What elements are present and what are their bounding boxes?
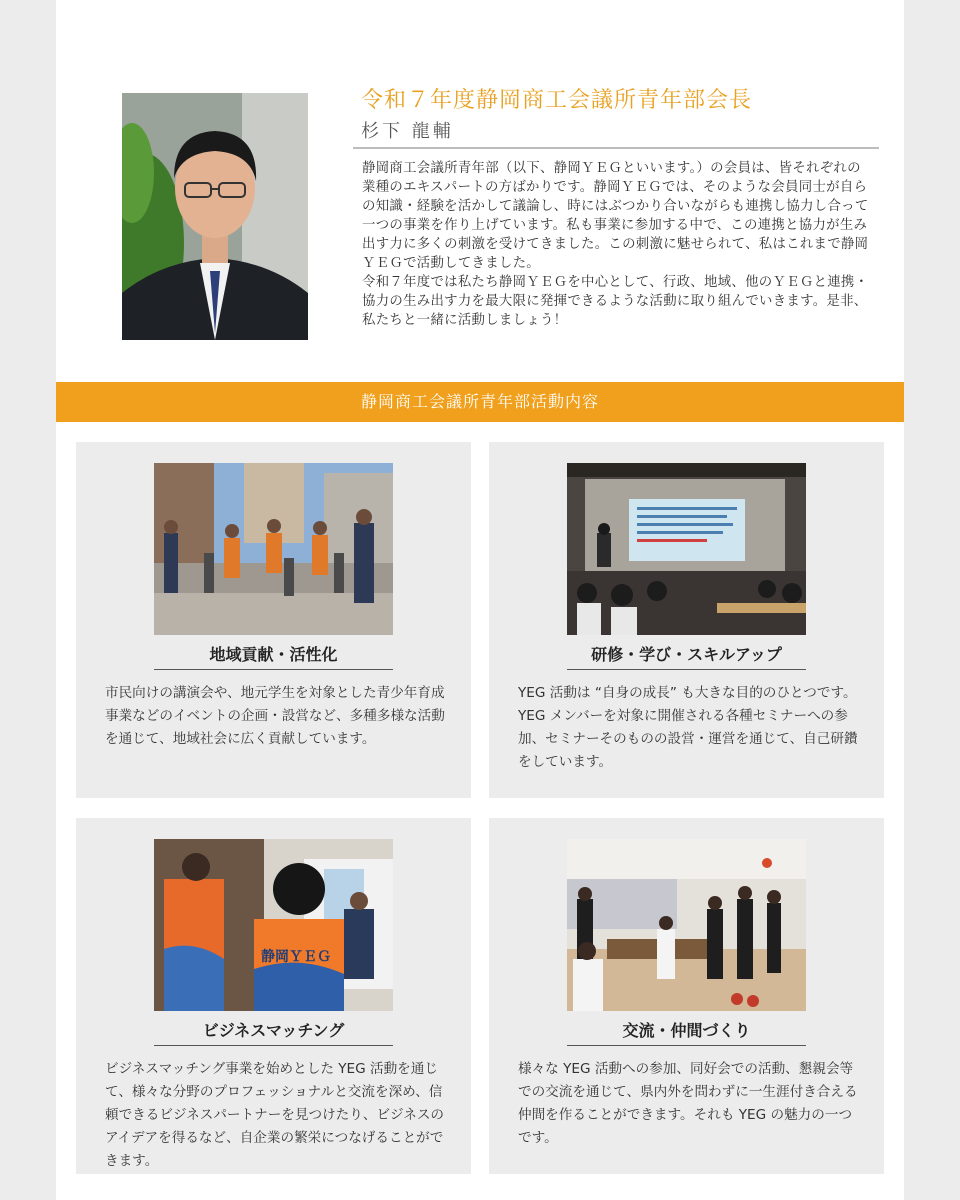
- activity-card-community: [76, 442, 471, 798]
- card-title: 研修・学び・スキルアップ: [591, 645, 782, 664]
- divider: [353, 147, 879, 149]
- seminar-photo: [567, 463, 806, 635]
- card-title: 交流・仲間づくり: [622, 1021, 751, 1040]
- activity-card-networking: [489, 818, 884, 1174]
- community-photo: [154, 463, 393, 635]
- chairman-message: [362, 159, 870, 330]
- chairman-name: 杉下 龍輔: [361, 121, 454, 142]
- business-photo: [154, 839, 393, 1011]
- card-description: 様々な YEG 活動への参加、同好会での活動、懇親会等での交流を通じて、県内外を問わずに一生涯付き合える仲間を作ることができます。それも YEG の魅力の一つです。: [518, 1061, 858, 1146]
- card-title: ビジネスマッチング: [202, 1021, 345, 1040]
- chairman-portrait: [122, 93, 308, 340]
- card-description: ビジネスマッチング事業を始めとした YEG 活動を通じて、様々な分野のプロフェッショナルと交流を深め、信頼できるビジネスパートナーを見つけたり、ビジネスのアイデアを得るなど、自企業の繁栄につなげることができます。: [105, 1061, 445, 1169]
- card-description: 市民向けの講演会や、地元学生を対象とした青少年育成事業などのイベントの企画・設営など、多種多様な活動を通じて、地域社会に広く貢献しています。: [105, 685, 445, 747]
- card-underline: [567, 669, 806, 670]
- jacket-print: 静岡ＹＥＧ: [261, 949, 331, 965]
- card-title: 地域貢献・活性化: [209, 645, 338, 664]
- chairman-title: 令和７年度静岡商工会議所青年部会長: [361, 88, 753, 113]
- networking-photo: [567, 839, 806, 1011]
- card-description: YEG 活動は “自身の成長” も大きな目的のひとつです。YEG メンバーを対象に開催される各種セミナーへの参加、セミナーそのものの設営・運営を通じて、自己研鑽をしています。: [518, 685, 858, 770]
- card-underline: [567, 1045, 806, 1046]
- message-paragraph: 令和７年度では私たち静岡ＹＥＧを中心として、行政、地域、他のＹＥＧと連携・協力の生み出す力を最大限に発揮できるような活動に取り組んでいきます。是非、私たちと一緒に活動しましょう！: [362, 275, 869, 328]
- card-underline: [154, 669, 393, 670]
- activities-banner: 静岡商工会議所青年部活動内容: [56, 382, 904, 422]
- card-underline: [154, 1045, 393, 1046]
- activity-card-training: [489, 442, 884, 798]
- page: [56, 0, 904, 1200]
- message-paragraph: 静岡商工会議所青年部（以下、静岡ＹＥＧといいます。）の会員は、皆それぞれの業種のエキスパートの方ばかりです。静岡ＹＥＧでは、そのような会員同士が自らの知識・経験を活かして議論し、時にはぶつかり合いながらも連携し協力し合って一つの事業を作り上げています。私も事業に参加する中で、この連携と協力が生み出す力に多くの刺激を受けてきました。この刺激に魅せられて、私はこれまで静岡ＹＥＧで活動してきました。: [362, 161, 869, 271]
- activity-card-business: [76, 818, 471, 1174]
